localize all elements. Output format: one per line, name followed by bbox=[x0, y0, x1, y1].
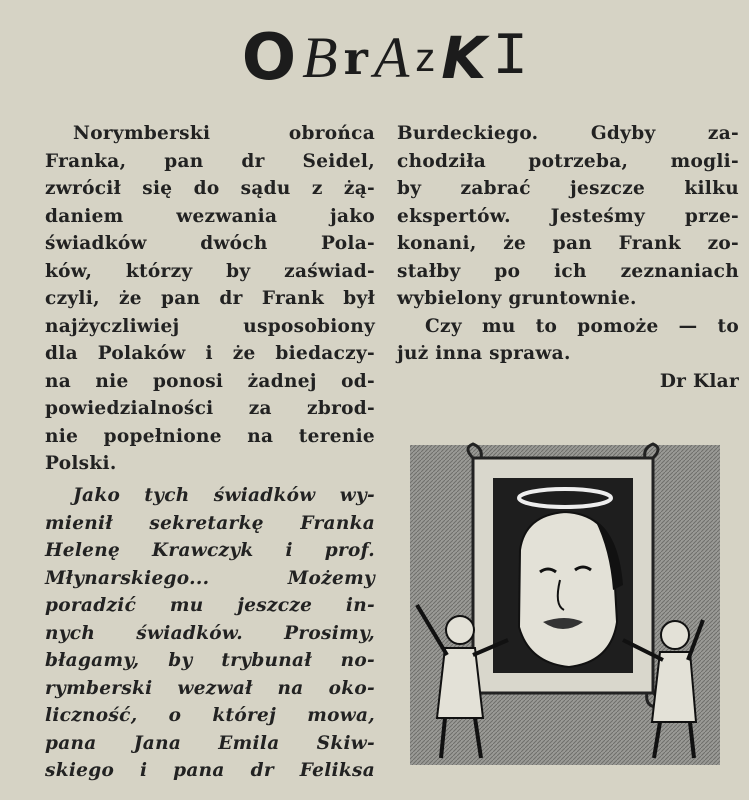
right-column bbox=[397, 120, 739, 395]
right-column-paragraph-2 bbox=[397, 313, 739, 368]
text-line: poradzić mu jeszcze in- bbox=[45, 595, 375, 616]
title-letter: z bbox=[415, 36, 436, 80]
text-line: błagamy, by trybunał no- bbox=[45, 650, 375, 671]
text-line: konani, że pan Frank zo- bbox=[397, 233, 739, 254]
text-line: ekspertów. Jesteśmy prze- bbox=[397, 205, 739, 227]
text-line: ków, którzy by zaświad- bbox=[45, 260, 375, 282]
title-letter: r bbox=[343, 31, 368, 85]
text-line: zwrócił się do sądu z żą- bbox=[45, 178, 375, 199]
left-column-paragraph-1 bbox=[45, 120, 375, 478]
title-letter: O bbox=[241, 21, 297, 95]
text-line: nych świadków. Prosimy, bbox=[45, 622, 375, 644]
article-title bbox=[175, 18, 595, 98]
text-line: czyli, że pan dr Frank był bbox=[45, 288, 375, 309]
text-line: powiedzialności za zbrod- bbox=[45, 398, 375, 419]
text-line: Helenę Krawczyk i prof. bbox=[45, 540, 375, 561]
text-line: Franka, pan dr Seidel, bbox=[45, 150, 375, 172]
left-column-paragraph-2 bbox=[45, 482, 375, 785]
text-line: stałby po ich zeznaniach bbox=[397, 260, 739, 282]
title-letter: I bbox=[492, 24, 529, 92]
text-line: rymberski wezwał na oko- bbox=[45, 677, 375, 699]
text-line: najżyczliwiej usposobiony bbox=[45, 315, 375, 337]
text-line: mienił sekretarkę Franka bbox=[45, 512, 375, 534]
text-line: na nie ponosi żadnej od- bbox=[45, 370, 375, 392]
title-letter: B bbox=[302, 25, 338, 90]
text-line: pana Jana Emila Skiw- bbox=[45, 732, 375, 754]
text-line: wybielony gruntownie. bbox=[397, 288, 637, 309]
text-line: skiego i pana dr Feliksa bbox=[45, 760, 375, 781]
text-line: by zabrać jeszcze kilku bbox=[397, 178, 739, 199]
text-line: świadków dwóch Pola- bbox=[45, 233, 375, 254]
right-column-paragraph-1 bbox=[397, 120, 739, 313]
text-line: Jako tych świadków wy- bbox=[73, 485, 375, 506]
text-line: dla Polaków i że biedaczy- bbox=[45, 343, 375, 364]
title-letter: K bbox=[441, 24, 487, 92]
text-line: Czy mu to pomoże — to bbox=[425, 315, 739, 337]
text-line: chodziła potrzeba, mogli- bbox=[397, 150, 739, 172]
title-letter: A bbox=[373, 25, 410, 90]
portrait-face bbox=[519, 512, 623, 667]
text-line: liczność, o której mowa, bbox=[45, 705, 375, 726]
cartoon-illustration bbox=[405, 440, 725, 775]
text-line: Burdeckiego. Gdyby za- bbox=[397, 123, 739, 144]
text-line: nie popełnione na terenie bbox=[45, 425, 375, 447]
text-line: Młynarskiego... Możemy bbox=[45, 567, 375, 589]
text-line: już inna sprawa. bbox=[397, 343, 571, 364]
text-line: Norymberski obrońca bbox=[73, 123, 375, 144]
text-line: daniem wezwania jako bbox=[45, 205, 375, 227]
author-signature: Dr Klar bbox=[659, 370, 739, 392]
text-line: Polski. bbox=[45, 453, 117, 474]
